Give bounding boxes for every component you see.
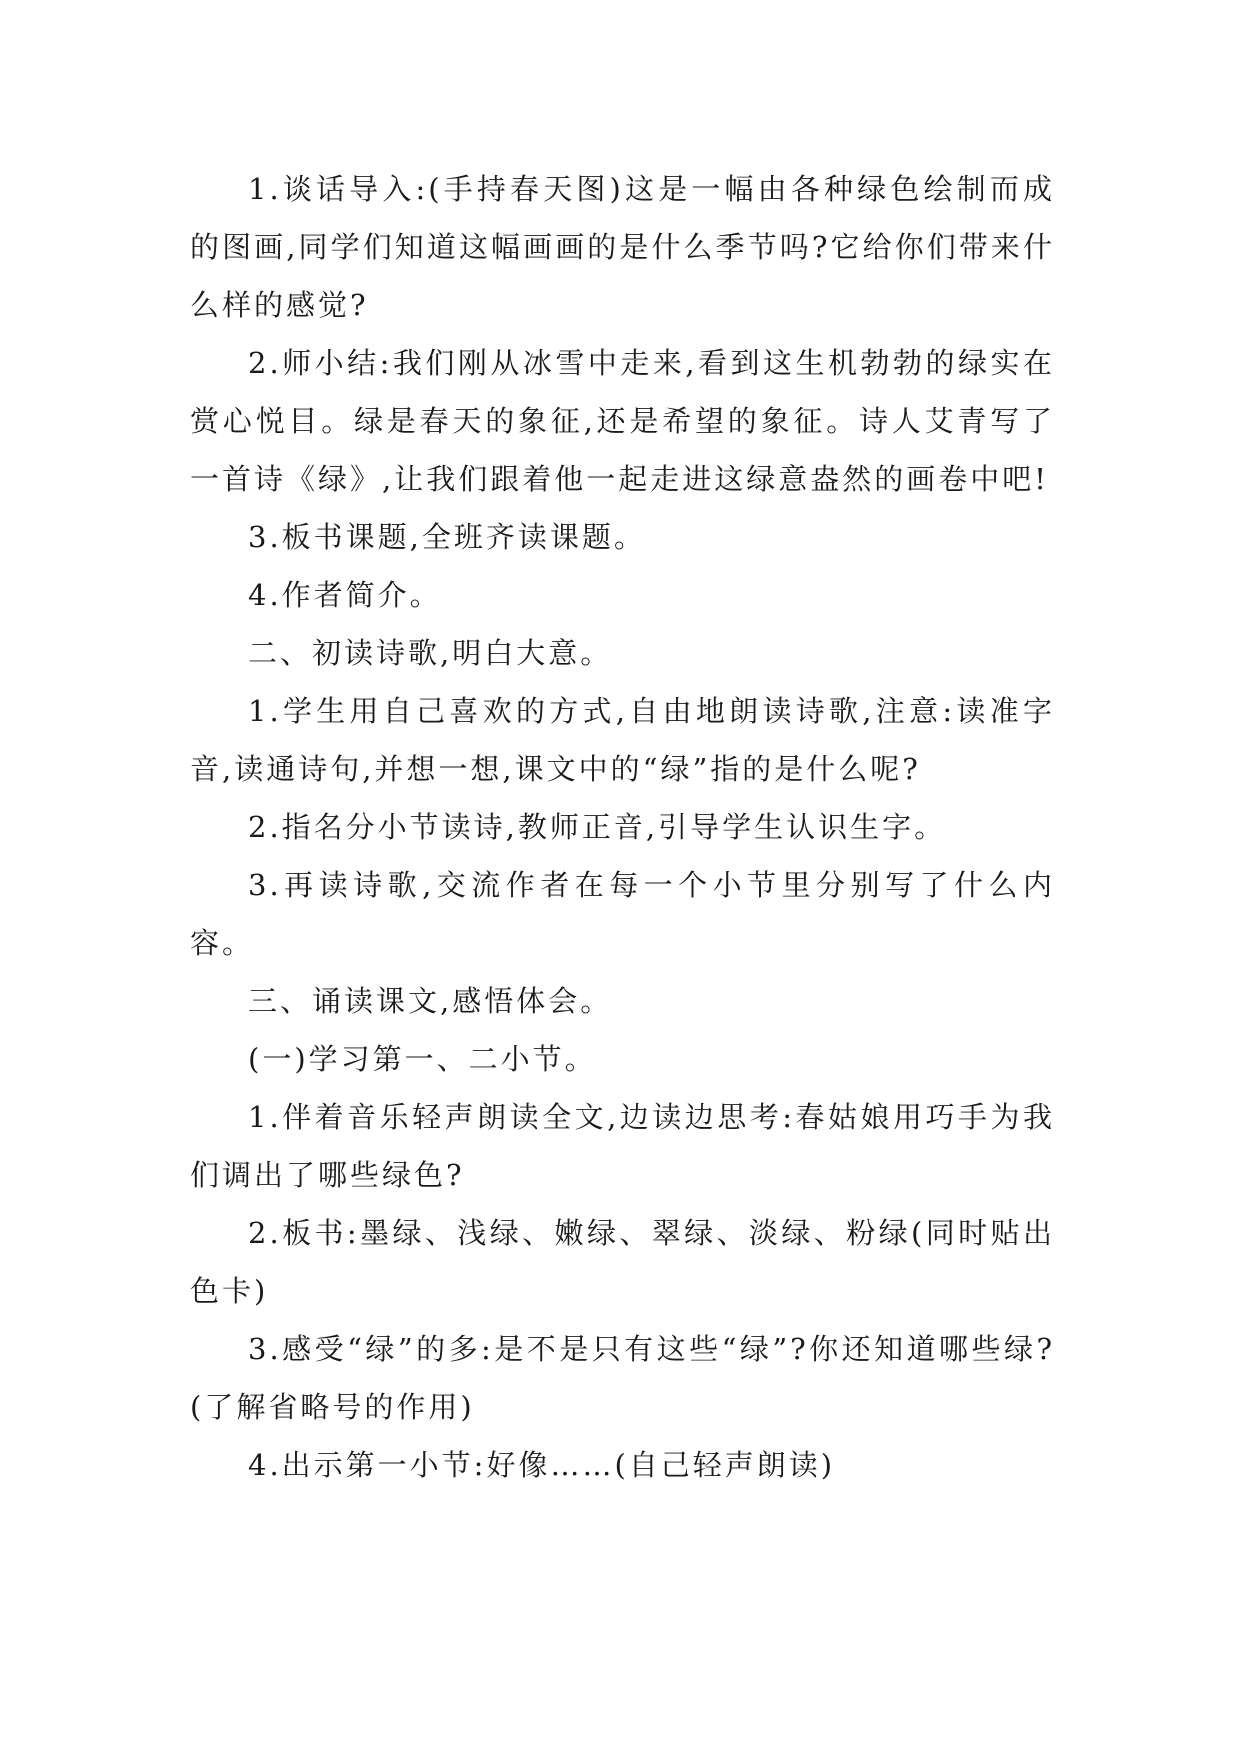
paragraph-board-title: 3.板书课题,全班齐读课题。 [248,520,646,554]
paragraph-intro-talk: 1.谈话导入:(手持春天图)这是一幅由各种绿色绘制而成的图画,同学们知道这幅画画的是什么季节吗?它给你们带来什么样的感觉? [190,172,1055,322]
section-heading-recitation: 三、诵读课文,感悟体会。 [248,984,613,1018]
paragraph-author-intro: 4.作者简介。 [248,578,442,612]
paragraph-music-reading: 1.伴着音乐轻声朗读全文,边读边思考:春姑娘用巧手为我们调出了哪些绿色? [190,1100,1055,1192]
paragraph-first-stanza: 4.出示第一小节:好像……(自己轻声朗读) [248,1448,836,1482]
section-heading-first-reading: 二、初读诗歌,明白大意。 [248,636,613,670]
paragraph-teacher-summary: 2.师小结:我们刚从冰雪中走来,看到这生机勃勃的绿实在赏心悦目。绿是春天的象征,还是希望的象征。诗人艾青写了一首诗《绿》,让我们跟着他一起走进这绿意盎然的画卷中吧! [190,346,1055,496]
document-body [190,160,1055,1494]
paragraph-board-colors: 2.板书:墨绿、浅绿、嫩绿、翠绿、淡绿、粉绿(同时贴出色卡) [190,1216,1055,1308]
subsection-heading-first-second: (一)学习第一、二小节。 [248,1042,597,1076]
paragraph-feel-green: 3.感受“绿”的多:是不是只有这些“绿”?你还知道哪些绿?(了解省略号的作用) [190,1332,1055,1424]
paragraph-free-reading: 1.学生用自己喜欢的方式,自由地朗读诗歌,注意:读准字音,读通诗句,并想一想,课文中的“绿”指的是什么呢? [190,694,1055,786]
paragraph-section-reading: 2.指名分小节读诗,教师正音,引导学生认识生字。 [248,810,947,844]
paragraph-reread: 3.再读诗歌,交流作者在每一个小节里分别写了什么内容。 [190,868,1055,960]
